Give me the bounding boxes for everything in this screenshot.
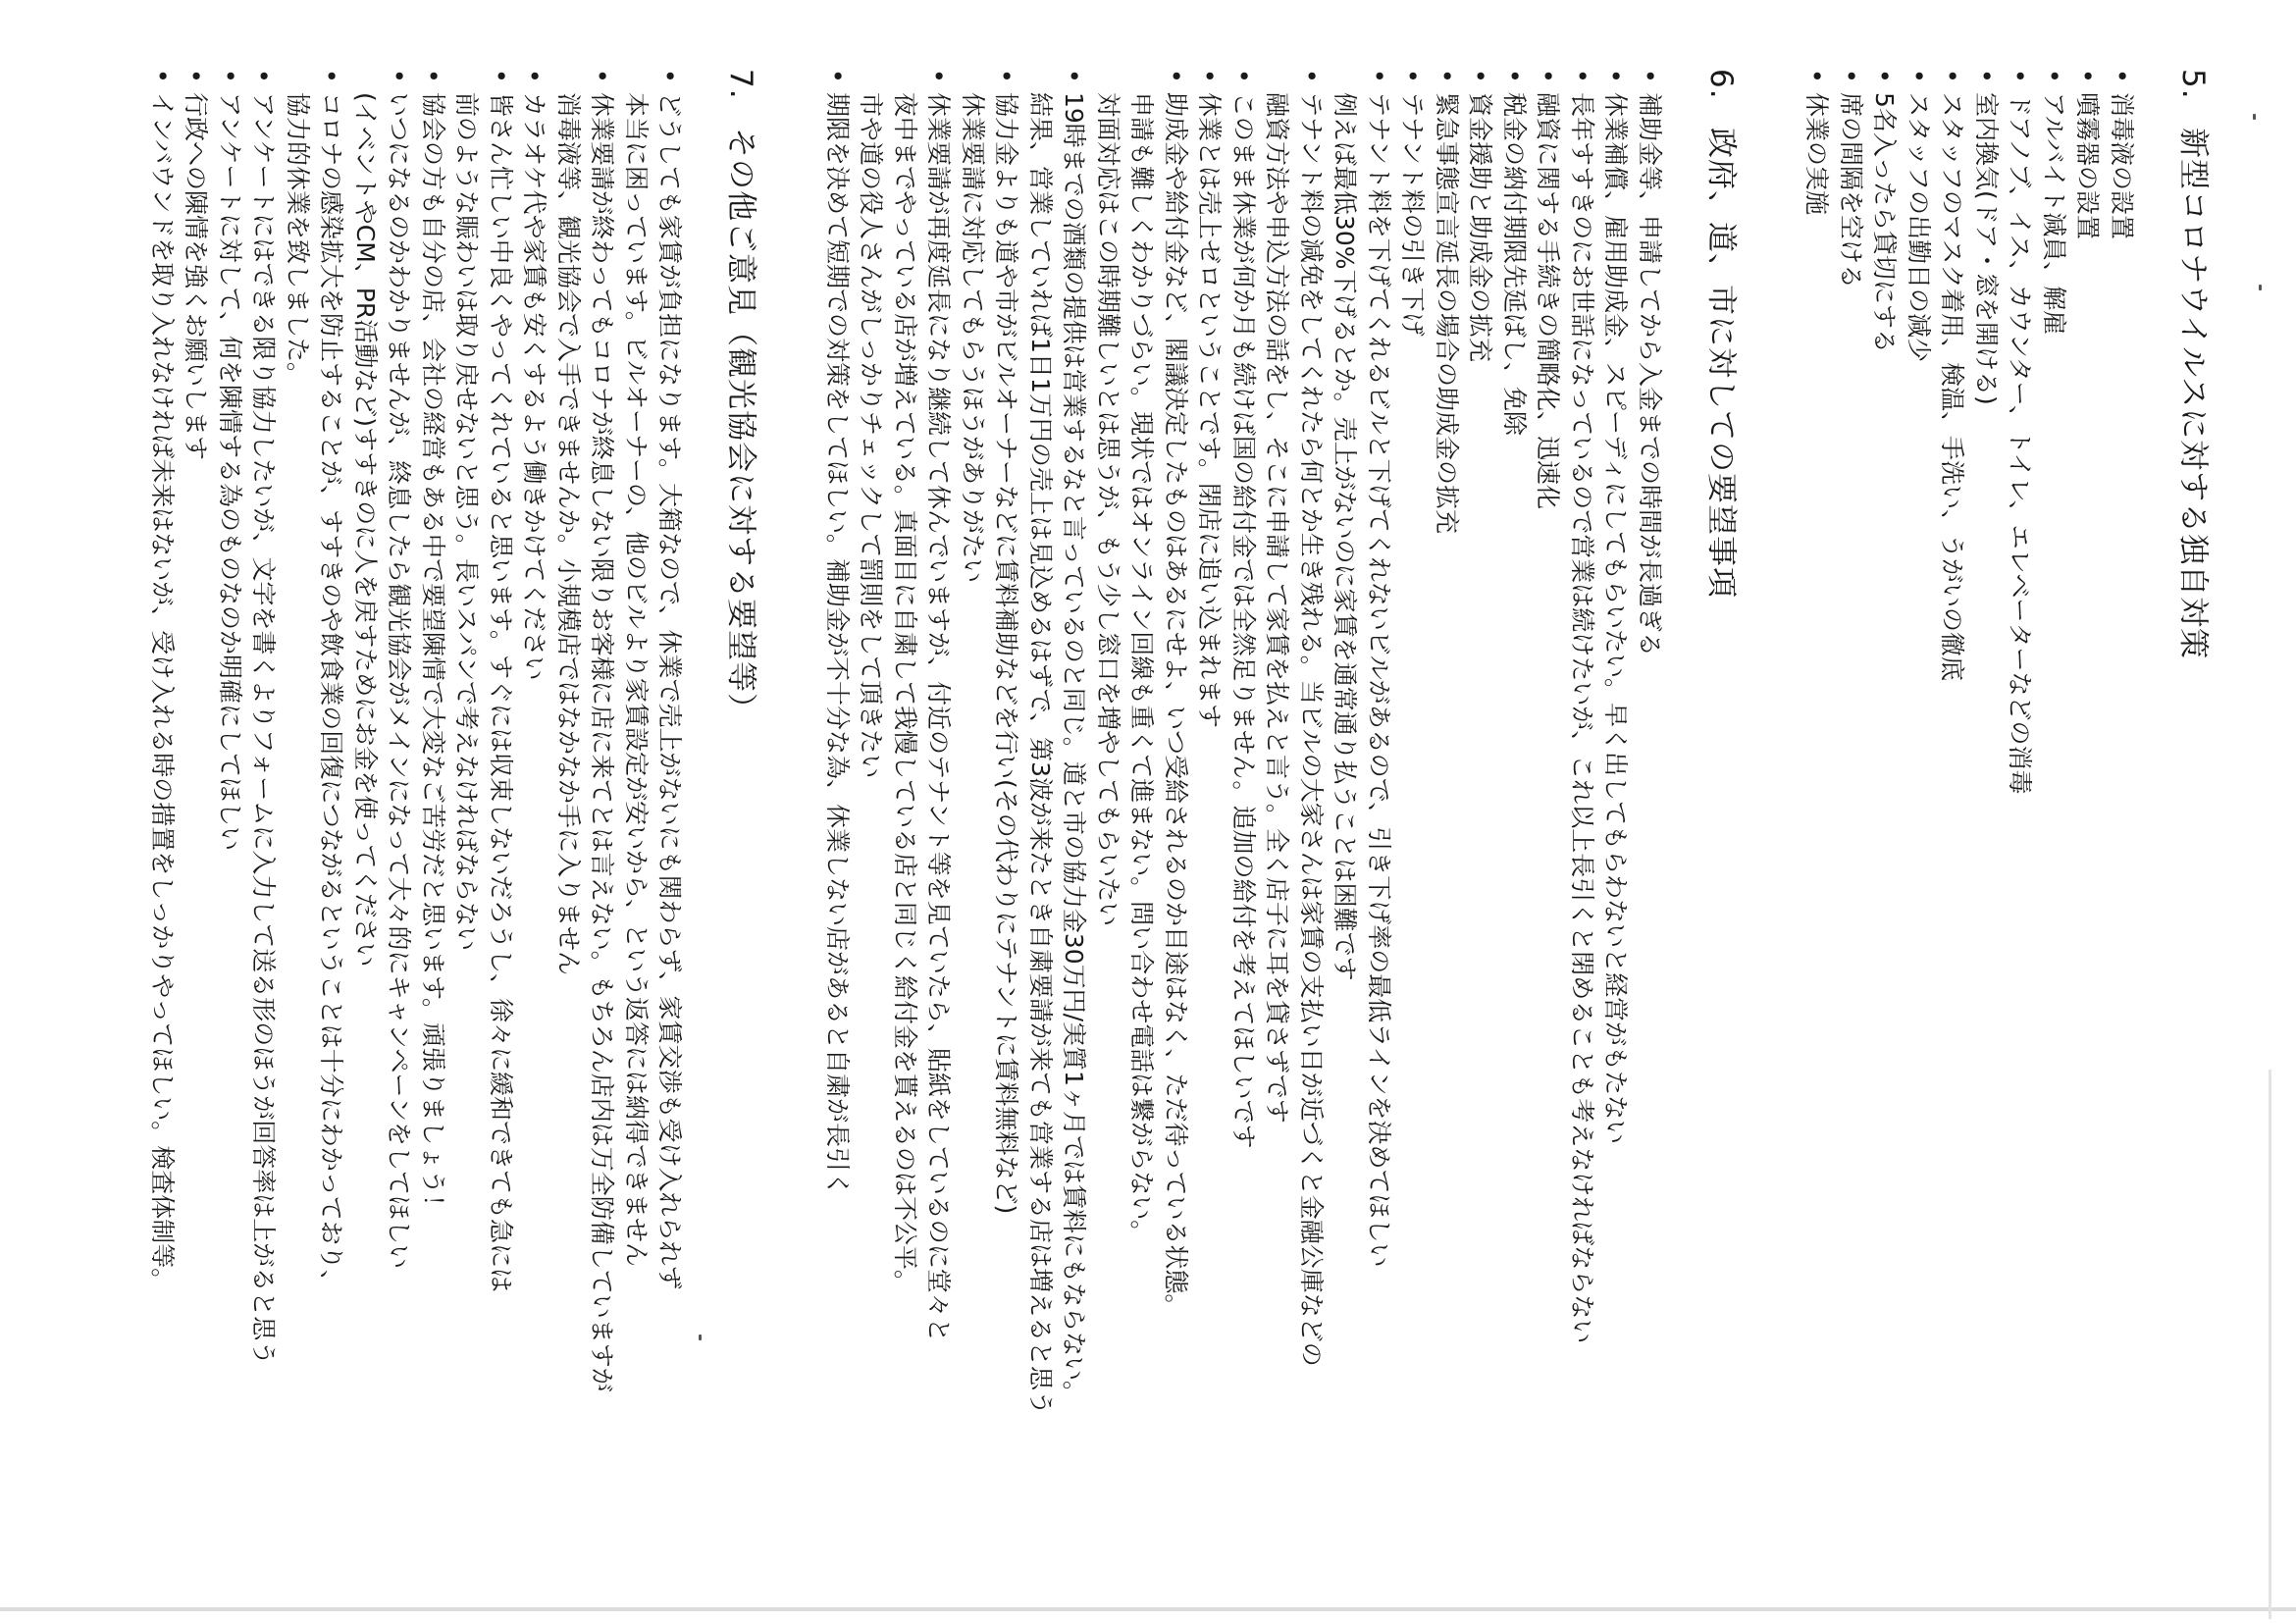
list-item	[1192, 69, 1226, 1511]
list-item	[551, 69, 619, 1511]
list-item	[1328, 69, 1395, 1511]
list-item	[2105, 69, 2139, 1511]
list-item	[1260, 69, 1328, 1511]
list-item-line: • 噴霧器の設置	[2073, 92, 2103, 240]
list-item-line: 対面対応はこの時期難しいとは思うが、もう少し窓口を増やしてもらいたい	[1094, 92, 1122, 927]
section-heading	[1701, 69, 1741, 1511]
list-item	[1633, 69, 1667, 1511]
list-item	[348, 69, 416, 1511]
list-item-line: • アルバイト減員、解雇	[2040, 92, 2068, 336]
list-item-line: • 休業補償、雇用助成金、スピーディにしてもらいたい。早く出してもらわないと経営がもたない	[1601, 92, 1631, 1145]
section-number: 5.	[2175, 69, 2211, 100]
list-item	[1969, 69, 2004, 1511]
list-item	[517, 69, 551, 1511]
list-item-line: • 融資に関する手続きの簡略化、迅速化	[1534, 92, 1563, 510]
list-item-line: • 室内換気(ドア・窓を開ける)	[1972, 92, 2001, 405]
list-item	[246, 69, 281, 1511]
list-item-line: • アンケートに対して、何を陳情する為のものなのか明確にしてほしい	[216, 92, 244, 852]
list-item-line: • 消毒液の設置	[2108, 92, 2136, 240]
list-item-line: • 協力金よりも道や市がビルオーナーなどに賃料補助などを行い(その代わりにテナントに賃料無料など)	[992, 92, 1021, 1215]
list-item	[2003, 69, 2037, 1511]
list-item-line: • いつになるのかわかりませんが、終息したら観光協会がメインになって大々的にキャンペーンをしてほしい	[385, 92, 414, 1270]
list-item	[1531, 69, 1565, 1511]
list-item-line: • 助成金や給付金など、閣議決定したものはあるにせよ、いつ受給されるのか目途はなく、ただ待っている状態。	[1162, 92, 1190, 1319]
section-heading	[2173, 69, 2213, 1511]
scan-right-edge	[2269, 1070, 2271, 1619]
list-item-line: • どうしても家賃が負担になります。大箱なので、休業で売上がないにも関わらず、家賃交渉も受け入れられず	[655, 92, 685, 1290]
list-item	[1023, 69, 1091, 1511]
list-item-line: • 補助金等、申請してから入金までの時間が長過ぎる	[1636, 92, 1664, 657]
list-item-line: • テナント料の減免をしてくれたら何とか生き残れる。当ビルの大家さんは家賃の支払い日が近づくと金融公庫などの	[1297, 92, 1326, 1367]
list-item-line: • 長年すすきのにお世話になっているので営業は続けたいが、これ以上長引くと閉めることも考えなければならない	[1568, 92, 1596, 1344]
list-item	[179, 69, 213, 1511]
list-item-line: • カラオケ代や家賃も安くするよう働きかけてください	[520, 92, 549, 681]
list-item	[820, 69, 855, 1511]
scan-speck	[2259, 285, 2262, 290]
list-item	[1091, 69, 1193, 1511]
list-item-line: 融資方法や申込方法の話をし、そこに申請して家賃を払えと言う。全く店子に耳を貸さずです	[1263, 92, 1292, 1124]
list-item	[854, 69, 956, 1511]
list-item	[145, 69, 180, 1511]
list-item-line: • 休業要請が終わってもコロナが終息しない限りお客様に店に来てとは言えない。もちろん店内は万全防備していますが	[588, 92, 617, 1392]
list-item	[1935, 69, 1969, 1511]
list-item	[1867, 69, 1902, 1511]
list-item-line: • 資金援助と助成金の拡充	[1466, 92, 1495, 363]
list-item-line: • コロナの感染拡大を防止することが、すすきのや飲食業の回復につながるということは十分にわかっており、	[317, 92, 346, 1294]
list-item-line: 市や道の役人さんがしっかりチェックして罰則をして頂きたい	[857, 92, 886, 779]
list-item-line: 休業要請に対応してもらうほうがありがたい	[959, 92, 987, 584]
list-item-line: 結果、営業していれば1日1万円の売上は見込めるはずで、第3波が来たとき自粛要請が来ても営業する店は増えると思う	[1026, 92, 1055, 1415]
section-5	[1800, 69, 2213, 1511]
list-item-line: • スタッフのマスク着用、検温、手洗い、うがいの徹底	[1938, 92, 1967, 682]
list-item	[1800, 69, 1834, 1511]
list-item	[1395, 69, 1430, 1511]
list-item	[619, 69, 687, 1511]
list-item-line: • テナント料を下げてくれるビルと下げてくれないビルがあるので、引き下げ率の最低ラインを決めてほしい	[1365, 92, 1393, 1268]
list-item-line: • 行政への陳情を強くお願いします	[182, 92, 211, 461]
section-title: その他ご意見（観光協会に対する要望等）	[723, 128, 759, 724]
list-item	[2070, 69, 2105, 1511]
list-item	[1834, 69, 1868, 1511]
scan-speck	[2253, 114, 2256, 120]
list-item-line: • 席の間隔を空ける	[1837, 92, 1865, 289]
list-item-line: (イベントやCM、PR活動など)すすきのに人を戻すためにお金を使ってください	[351, 92, 380, 968]
list-item-line: • 期限を決めて短期での対策をしてほしい。補助金が不十分な為、休業しない店があると自粛が長引く	[823, 92, 852, 1197]
list-item-line: 消毒液等、観光協会で入手できませんか。小規模店ではなかなか手に入りません	[554, 92, 583, 976]
list-item-line: 夜中までやっている店が増えている。真面目に自粛して我慢している店と同じく給付金を貰えるのは不公平。	[891, 92, 919, 1295]
list-item-line: 例えば最低30%下げるとか。売上がないのに家賃を通常通り払うことは困難です	[1331, 92, 1360, 981]
list-item-line: 本当に困っています。ビルオーナーの、他のビルより家賃設定が安いから、という返答には納得できません	[622, 92, 651, 1268]
bullet-list	[820, 69, 1667, 1511]
list-item	[1463, 69, 1497, 1511]
section-heading	[722, 69, 761, 1511]
list-item-line: • テナント料の引き下げ	[1398, 92, 1428, 337]
list-item-line: • 緊急事態宣言延長の場合の助成金の拡充	[1433, 92, 1461, 535]
list-item	[1565, 69, 1599, 1511]
list-item-line: • 休業要請が再度延長になり継続して休んでいますが、付近のテナント等を見ていたら、貼紙をしているのに堂々と	[924, 92, 954, 1342]
list-item-line: • 税金の納付期限先延ばし、免除	[1500, 92, 1529, 437]
section-6	[820, 69, 1742, 1511]
list-item-line: • 5名入ったら貸切にする	[1870, 92, 1900, 353]
list-item	[281, 69, 348, 1511]
bullet-list	[1800, 69, 2138, 1511]
list-item-line: • スタッフの出勤日の減少	[1905, 92, 1933, 363]
list-item-line: • ドアノブ、イス、カウンター、トイレ、エレベーターなどの消毒	[2006, 92, 2035, 795]
scan-bottom-edge	[0, 1607, 2296, 1611]
list-item-line: • インバウンドを取り入れなければ未来はないが、受け入れる時の措置をしっかりやってほしい。検査体制等。	[148, 92, 177, 1293]
list-item	[449, 69, 517, 1511]
section-title: 新型コロナウイルスに対する独自対策	[2175, 128, 2211, 660]
section-title: 政府、道、市に対しての要望事項	[1703, 128, 1739, 599]
bullet-list	[145, 69, 687, 1511]
list-item-line: 協力的休業を致しました。	[284, 92, 312, 388]
list-item	[956, 69, 1023, 1511]
list-item	[1497, 69, 1532, 1511]
list-item	[1598, 69, 1633, 1511]
list-item-line: • このまま休業が何か月も続けば国の給付金では全然足りません。追加の給付を考えてほしいです	[1229, 92, 1258, 1149]
list-item	[1902, 69, 1936, 1511]
section-7	[145, 69, 761, 1511]
list-item-line: • 19時までの酒類の提供は営業するなと言っているのと同じ。道と市の協力金30万円/実質1ヶ月では賃料にもならない。	[1060, 92, 1089, 1405]
section-number: 7.	[723, 69, 759, 100]
list-item	[2037, 69, 2071, 1511]
list-item	[1430, 69, 1464, 1511]
list-item-line: • 休業の実施	[1802, 92, 1832, 216]
section-number: 6.	[1703, 69, 1739, 100]
list-item-line: • 皆さん忙しい中良くやってくれていると思います。すぐには収束しないだろうし、徐々に緩和できても急には	[487, 92, 515, 1293]
list-item-line: 前のような賑わいは取り戻せないと思う。長いスパンで考えなければならない	[452, 92, 482, 952]
list-item	[213, 69, 247, 1511]
document-body	[148, 69, 2213, 1511]
list-item-line: • アンケートにはできる限り協力したいが、文字を書くよりフォームに入力して送る形のほうが回答率は上がると思う	[249, 92, 279, 1366]
list-item-line: • 休業とは売上ゼロということです。閉店に追い込まれます	[1195, 92, 1225, 729]
list-item-line: • 協会の方も自分の店、会社の経営もある中で要望陳情で大変なご苦労だと思います。頑張りましょう！	[419, 92, 447, 1220]
list-item	[416, 69, 450, 1511]
list-item	[1226, 69, 1261, 1511]
list-item-line: 申請も難しくわかりづらい。現状ではオンライン回線も重くて進まない。問い合わせ電話は繋がらない。	[1127, 92, 1157, 1245]
